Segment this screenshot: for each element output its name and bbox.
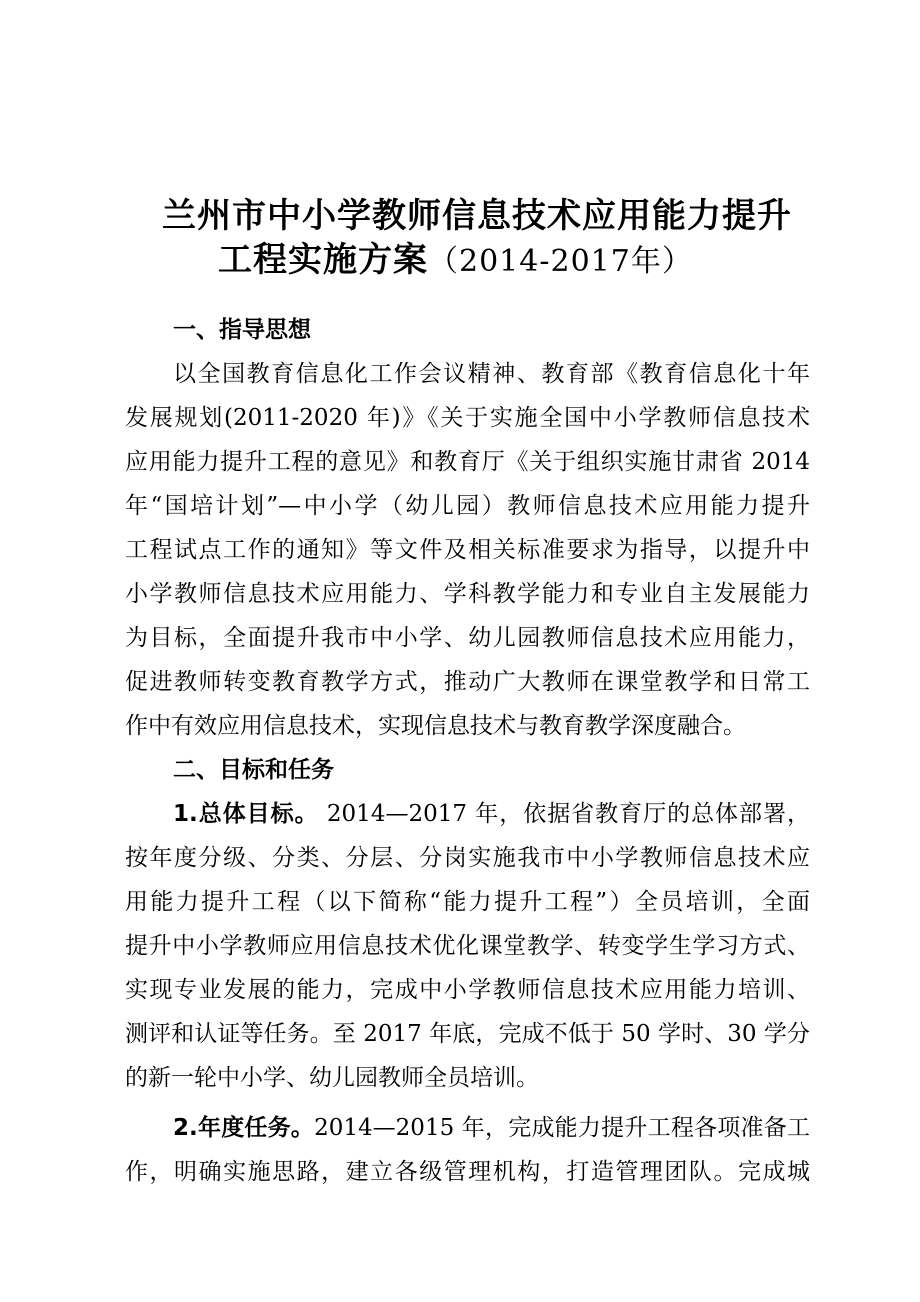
document-title-main: 工程实施方案 <box>218 240 428 280</box>
item-first-line <box>173 1106 810 1150</box>
paragraph-line: 按年度分级、分类、分层、分岗实施我市中小学教师信息技术应 <box>125 845 810 871</box>
item-first-line-text: 2014—2017 年，依据省教育厅的总体部署， <box>318 801 810 827</box>
paragraph-line: 实现专业发展的能力，完成中小学教师信息技术应用能力培训、 <box>125 977 810 1003</box>
paragraph-line: 发展规划(2011-2020 年)》《关于实施全国中小学教师信息技术 <box>125 405 810 431</box>
item-lead-annual-tasks: 2.年度任务。 <box>173 1115 315 1141</box>
paragraph-line: 为目标，全面提升我市中小学、幼儿园教师信息技术应用能力， <box>125 625 810 651</box>
item-first-line-text: 2014—2015 年，完成能力提升工程各项准备工 <box>314 1115 810 1141</box>
paragraph-line: 工程试点工作的通知》等文件及相关标准要求为指导，以提升中 <box>125 537 810 563</box>
paragraph-line: 作中有效应用信息技术，实现信息技术与教育教学深度融合。 <box>125 713 746 739</box>
paragraph-line: 的新一轮中小学、幼儿园教师全员培训。 <box>125 1065 539 1091</box>
paragraph-line: 年“国培计划”—中小学（幼儿园）教师信息技术应用能力提升 <box>125 493 810 519</box>
section-heading-goals-and-tasks: 二、目标和任务 <box>173 757 334 783</box>
document-title-year: （2014-2017年） <box>428 244 693 279</box>
paragraph-line: 用能力提升工程（以下简称“能力提升工程”）全员培训，全面 <box>125 889 810 915</box>
paragraph-line: 测评和认证等任务。至 2017 年底，完成不低于 50 学时、30 学分 <box>125 1021 810 1047</box>
paragraph-line: 促进教师转变教育教学方式，推动广大教师在课堂教学和日常工 <box>125 669 810 695</box>
item-first-line <box>173 792 810 836</box>
item-lead-overall-goal: 1.总体目标。 <box>173 801 319 827</box>
paragraph-line: 作，明确实施思路，建立各级管理机构，打造管理团队。完成城 <box>125 1159 810 1185</box>
document-title-line-2 <box>218 232 693 281</box>
document-title-line-1: 兰州市中小学教师信息技术应用能力提升 <box>162 196 792 236</box>
paragraph-line: 小学教师信息技术应用能力、学科教学能力和专业自主发展能力 <box>125 581 810 607</box>
paragraph-line: 应用能力提升工程的意见》和教育厅《关于组织实施甘肃省 2014 <box>125 449 810 475</box>
section-heading-guiding-ideology: 一、指导思想 <box>173 317 311 343</box>
paragraph-line: 提升中小学教师应用信息技术优化课堂教学、转变学生学习方式、 <box>125 933 810 959</box>
paragraph-line: 以全国教育信息化工作会议精神、教育部《教育信息化十年 <box>173 361 810 387</box>
